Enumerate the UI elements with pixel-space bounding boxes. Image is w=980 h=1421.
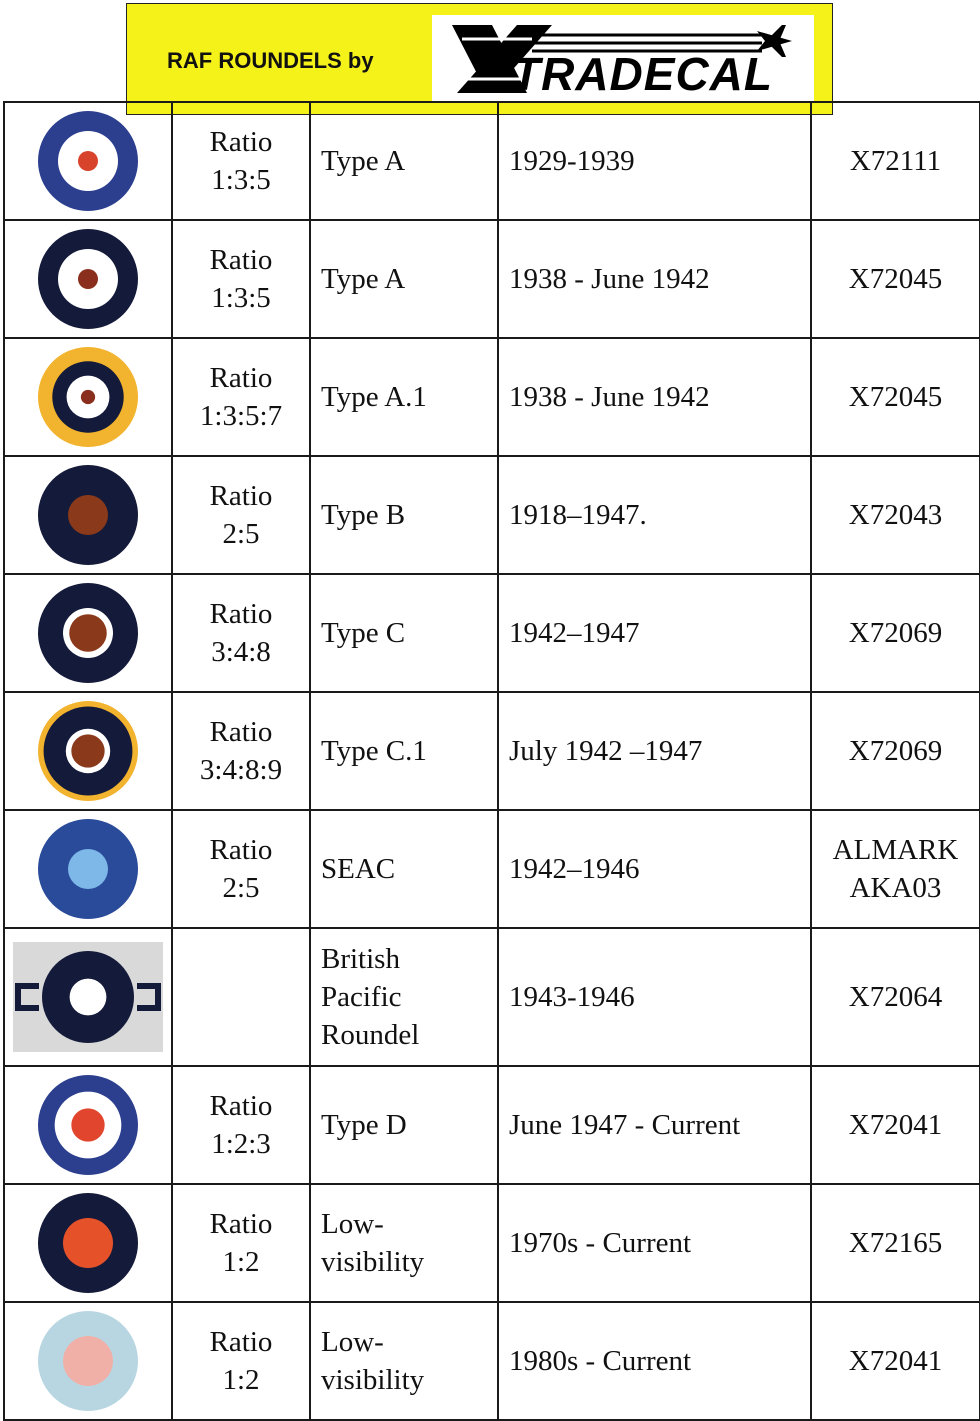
type-cell bbox=[310, 692, 498, 810]
table-row bbox=[4, 1184, 980, 1302]
date-cell: 1942–1946 bbox=[498, 810, 811, 928]
roundel-icon bbox=[36, 463, 140, 567]
product-code-cell-line: X72045 bbox=[848, 381, 943, 413]
roundel-icon bbox=[36, 227, 140, 331]
table-row bbox=[4, 338, 980, 456]
ratio-cell-line: 1:2 bbox=[222, 1364, 260, 1396]
ratio-cell bbox=[172, 1066, 310, 1184]
table-row bbox=[4, 1302, 980, 1420]
ratio-cell-line: Ratio bbox=[209, 126, 273, 158]
type-cell-line: Type D bbox=[321, 1109, 407, 1141]
product-code-cell-line: X72111 bbox=[849, 145, 942, 177]
type-cell-line: visibility bbox=[321, 1364, 425, 1396]
type-cell-line: Type B bbox=[321, 499, 406, 531]
ratio-cell-line: 1:3:5:7 bbox=[199, 400, 283, 432]
product-code-cell-line: X72043 bbox=[848, 499, 943, 531]
product-code-cell-line: AKA03 bbox=[849, 872, 942, 904]
type-cell bbox=[310, 102, 498, 220]
roundel-cell bbox=[4, 810, 172, 928]
product-code-cell bbox=[811, 220, 980, 338]
roundel-ring bbox=[78, 269, 98, 289]
roundel-icon bbox=[36, 1073, 140, 1177]
type-cell-line: Roundel bbox=[321, 1019, 420, 1051]
date-cell: July 1942 –1947 bbox=[498, 692, 811, 810]
date-cell: 1970s - Current bbox=[498, 1184, 811, 1302]
roundel-bar bbox=[15, 983, 21, 1011]
type-cell bbox=[310, 220, 498, 338]
date-cell: 1929-1939 bbox=[498, 102, 811, 220]
table-row bbox=[4, 574, 980, 692]
banner-title: RAF ROUNDELS by bbox=[167, 48, 374, 73]
product-code-cell-line: ALMARK bbox=[832, 834, 959, 866]
roundel-cell bbox=[4, 1302, 172, 1420]
roundel-cell bbox=[4, 456, 172, 574]
roundels-table bbox=[3, 101, 980, 1421]
type-cell bbox=[310, 1302, 498, 1420]
type-cell-line: Pacific bbox=[321, 981, 402, 1013]
product-code-cell bbox=[811, 338, 980, 456]
roundel-icon bbox=[36, 581, 140, 685]
roundel-cell bbox=[4, 338, 172, 456]
ratio-cell-line: 3:4:8 bbox=[211, 636, 271, 668]
type-cell-line: Type C.1 bbox=[321, 735, 427, 767]
product-code-cell bbox=[811, 102, 980, 220]
ratio-cell-line: 1:2 bbox=[222, 1246, 260, 1278]
ratio-cell-line: Ratio bbox=[209, 598, 273, 630]
ratio-cell bbox=[172, 1302, 310, 1420]
ratio-cell bbox=[172, 456, 310, 574]
roundel-ring bbox=[70, 979, 107, 1016]
type-cell-line: British bbox=[321, 943, 400, 975]
product-code-cell bbox=[811, 928, 980, 1066]
ratio-cell bbox=[172, 338, 310, 456]
ratio-cell-line: Ratio bbox=[209, 480, 273, 512]
ratio-cell-line: 1:3:5 bbox=[211, 164, 271, 196]
type-cell bbox=[310, 456, 498, 574]
brand-name: TRADECAL bbox=[512, 48, 773, 100]
product-code-cell-line: X72045 bbox=[848, 263, 943, 295]
roundel-cell bbox=[4, 102, 172, 220]
type-cell bbox=[310, 1066, 498, 1184]
roundel-icon bbox=[36, 817, 140, 921]
roundel-icon bbox=[36, 699, 140, 803]
ratio-cell-line: Ratio bbox=[209, 834, 273, 866]
xtradecal-logo bbox=[432, 15, 814, 103]
product-code-cell-line: X72064 bbox=[848, 981, 943, 1013]
roundel-bar bbox=[155, 983, 161, 1011]
type-cell-line: SEAC bbox=[321, 853, 396, 885]
product-code-cell-line: X72041 bbox=[848, 1345, 943, 1377]
roundel-icon bbox=[36, 345, 140, 449]
table-row bbox=[4, 102, 980, 220]
product-code-cell bbox=[811, 1302, 980, 1420]
type-cell bbox=[310, 574, 498, 692]
ratio-cell-line: 3:4:8:9 bbox=[199, 754, 283, 786]
ratio-cell bbox=[172, 928, 310, 1066]
ratio-cell-line: Ratio bbox=[209, 1326, 273, 1358]
roundel-cell bbox=[4, 574, 172, 692]
product-code-cell bbox=[811, 574, 980, 692]
roundel-cell bbox=[4, 220, 172, 338]
table-row bbox=[4, 456, 980, 574]
ratio-cell-line: 1:3:5 bbox=[211, 282, 271, 314]
roundel-cell bbox=[4, 928, 172, 1066]
ratio-cell-line: Ratio bbox=[209, 1208, 273, 1240]
roundel-ring bbox=[81, 390, 95, 404]
product-code-cell bbox=[811, 810, 980, 928]
roundel-cell bbox=[4, 1184, 172, 1302]
type-cell-line: Low- bbox=[321, 1208, 384, 1240]
date-cell: 1938 - June 1942 bbox=[498, 338, 811, 456]
title-banner bbox=[126, 3, 833, 115]
roundel-ring bbox=[69, 614, 107, 652]
ratio-cell-line: 2:5 bbox=[222, 518, 260, 550]
product-code-cell bbox=[811, 456, 980, 574]
ratio-cell bbox=[172, 220, 310, 338]
product-code-cell-line: X72069 bbox=[848, 617, 943, 649]
type-cell bbox=[310, 1184, 498, 1302]
roundel-ring bbox=[68, 495, 108, 535]
type-cell-line: Low- bbox=[321, 1326, 384, 1358]
ratio-cell-line: Ratio bbox=[209, 716, 273, 748]
table-row bbox=[4, 692, 980, 810]
roundel-cell bbox=[4, 692, 172, 810]
roundel-ring bbox=[78, 151, 98, 171]
date-cell: June 1947 - Current bbox=[498, 1066, 811, 1184]
product-code-cell bbox=[811, 1184, 980, 1302]
roundel-ring bbox=[71, 734, 104, 767]
roundel-icon bbox=[36, 109, 140, 213]
roundel-ring bbox=[63, 1336, 113, 1386]
date-cell: 1942–1947 bbox=[498, 574, 811, 692]
ratio-cell-line: 2:5 bbox=[222, 872, 260, 904]
product-code-cell-line: X72041 bbox=[848, 1109, 943, 1141]
product-code-cell bbox=[811, 1066, 980, 1184]
roundel-ring bbox=[63, 1218, 113, 1268]
type-cell-line: Type A bbox=[321, 145, 406, 177]
date-cell: 1938 - June 1942 bbox=[498, 220, 811, 338]
type-cell-line: Type A bbox=[321, 263, 406, 295]
table-row bbox=[4, 1066, 980, 1184]
product-code-cell-line: X72069 bbox=[848, 735, 943, 767]
ratio-cell bbox=[172, 1184, 310, 1302]
table-row bbox=[4, 810, 980, 928]
product-code-cell-line: X72165 bbox=[848, 1227, 943, 1259]
ratio-cell bbox=[172, 810, 310, 928]
type-cell-line: visibility bbox=[321, 1246, 425, 1278]
roundel-icon bbox=[36, 1309, 140, 1413]
type-cell bbox=[310, 810, 498, 928]
ratio-cell bbox=[172, 692, 310, 810]
table-row bbox=[4, 220, 980, 338]
ratio-cell bbox=[172, 102, 310, 220]
date-cell: 1943-1946 bbox=[498, 928, 811, 1066]
type-cell-line: Type C bbox=[321, 617, 406, 649]
ratio-cell-line: 1:2:3 bbox=[211, 1128, 271, 1160]
roundel-ring bbox=[68, 849, 108, 889]
product-code-cell bbox=[811, 692, 980, 810]
roundel-icon bbox=[36, 1191, 140, 1295]
ratio-cell-line: Ratio bbox=[209, 1090, 273, 1122]
ratio-cell-line: Ratio bbox=[209, 244, 273, 276]
type-cell bbox=[310, 338, 498, 456]
table-row bbox=[4, 928, 980, 1066]
date-cell: 1980s - Current bbox=[498, 1302, 811, 1420]
roundel-icon bbox=[13, 942, 163, 1052]
ratio-cell bbox=[172, 574, 310, 692]
date-cell: 1918–1947. bbox=[498, 456, 811, 574]
roundel-cell bbox=[4, 1066, 172, 1184]
type-cell bbox=[310, 928, 498, 1066]
roundel-ring bbox=[71, 1108, 104, 1141]
type-cell-line: Type A.1 bbox=[321, 381, 427, 413]
ratio-cell-line: Ratio bbox=[209, 362, 273, 394]
